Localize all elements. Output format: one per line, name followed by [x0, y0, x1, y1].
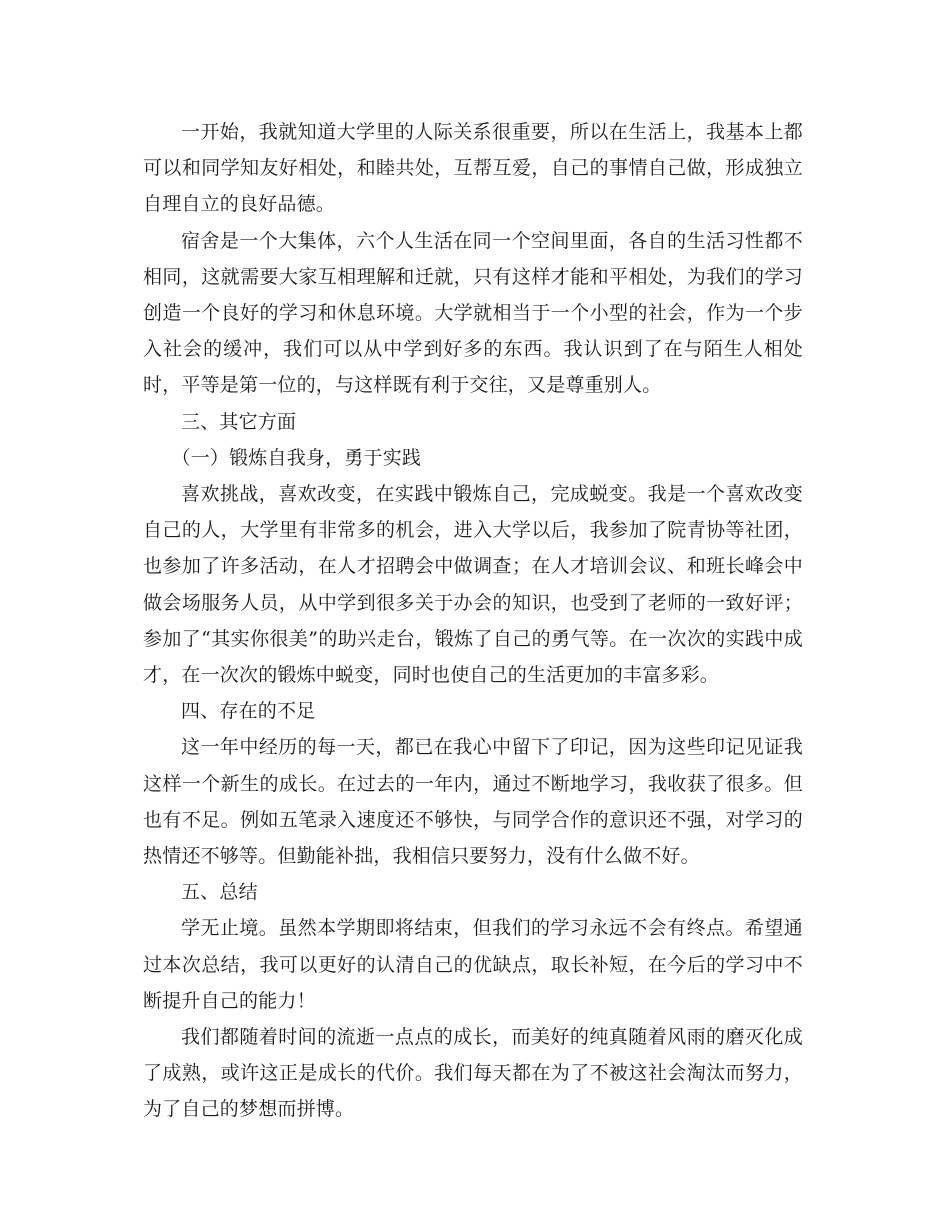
paragraph-interpersonal: 一开始，我就知道大学里的人际关系很重要，所以在生活上，我基本上都可以和同学知友好相处，和睦共处，互帮互爱，自己的事情自己做，形成独立自理自立的良好品德。	[143, 121, 803, 216]
section-heading-summary: 五、总结	[181, 881, 258, 904]
section-heading-shortcomings: 四、存在的不足	[181, 700, 316, 723]
paragraph-closing: 我们都随着时间的流逝一点点的成长，而美好的纯真随着风雨的磨灭化成了成熟，或许这正是成长的代价。我们每天都在为了不被这社会淘汰而努力，为了自己的梦想而拼博。	[143, 1026, 803, 1121]
paragraph-dormitory: 宿舍是一个大集体，六个人生活在同一个空间里面，各自的生活习性都不相同，这就需要大家互相理解和迁就，只有这样才能和平相处，为我们的学习创造一个良好的学习和休息环境。大学就相当于一个小型的社会，作为一个步入社会的缓冲，我们可以从中学到好多的东西。我认识到了在与陌生人相处时，平等是第一位的，与这样既有利于交往，又是尊重别人。	[143, 229, 803, 397]
paragraph-practice: 喜欢挑战，喜欢改变，在实践中锻炼自己，完成蜕变。我是一个喜欢改变自己的人，大学里有非常多的机会，进入大学以后，我参加了院青协等社团，也参加了许多活动，在人才招聘会中做调查；在人才培训会议、和班长峰会中做会场服务人员，从中学到很多关于办会的知识，也受到了老师的一致好评；参加了“其实你很美”的助兴走台，锻炼了自己的勇气等。在一次次的实践中成才，在一次次的锻炼中蜕变，同时也使自己的生活更加的丰富多彩。	[143, 483, 803, 687]
paragraph-summary: 学无止境。虽然本学期即将结束，但我们的学习永远不会有终点。希望通过本次总结，我可以更好的认清自己的优缺点，取长补短，在今后的学习中不断提升自己的能力！	[143, 917, 803, 1012]
section-heading-other-aspects: 三、其它方面	[181, 410, 297, 433]
document-body	[143, 114, 803, 1128]
subsection-heading-practice: （一）锻炼自我身，勇于实践	[171, 446, 422, 469]
paragraph-shortcomings: 这一年中经历的每一天，都已在我心中留下了印记，因为这些印记见证我这样一个新生的成长。在过去的一年内，通过不断地学习，我收获了很多。但也有不足。例如五笔录入速度还不够快，与同学合作的意识还不强，对学习的热情还不够等。但勤能补拙，我相信只要努力，没有什么做不好。	[143, 736, 803, 868]
